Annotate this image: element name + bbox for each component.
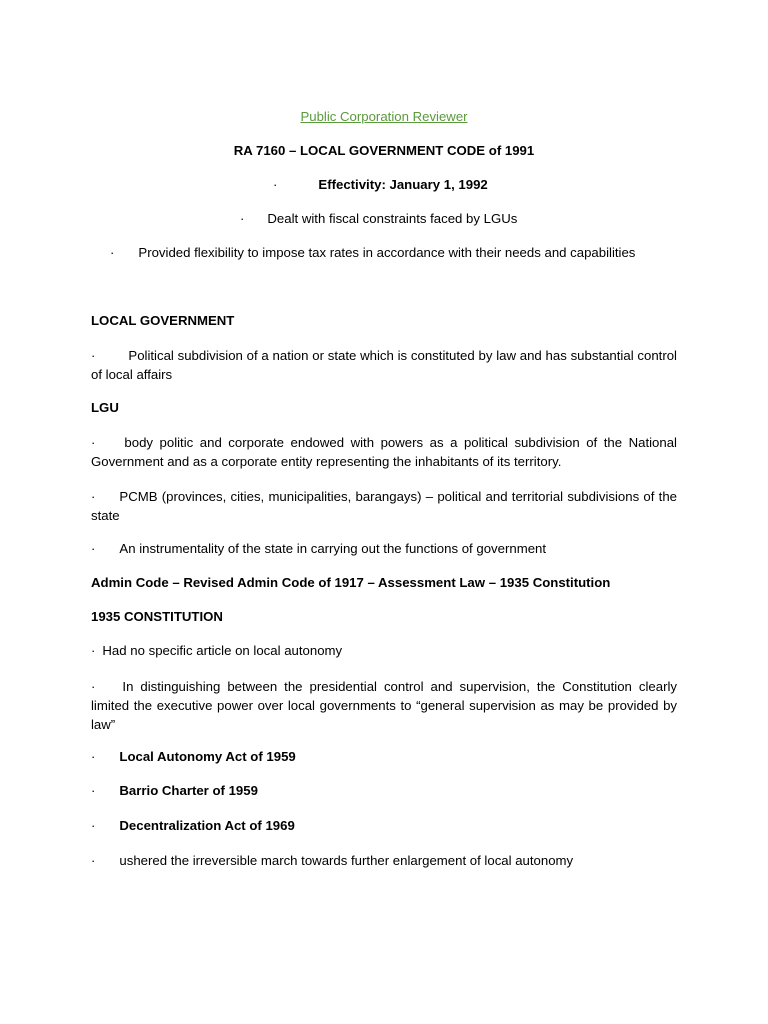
bullet-icon: · — [91, 348, 96, 363]
definition-text: Political subdivision of a nation or state which is constituted by law and has substantial control of local affairs — [91, 348, 677, 382]
bullet-icon: · — [91, 853, 96, 868]
act-item — [91, 817, 295, 835]
intro-bullet-text: Dealt with fiscal constraints faced by LGUs — [267, 211, 518, 226]
bullet-icon: · — [91, 818, 96, 833]
local-government-heading: LOCAL GOVERNMENT — [91, 313, 235, 328]
effectivity-line — [273, 176, 488, 194]
act-item-text: Local Autonomy Act of 1959 — [119, 749, 296, 764]
bullet-icon: · — [91, 541, 96, 556]
lgu-item-text: PCMB (provinces, cities, municipalities, barangays) – political and territorial subdivisions of the state — [91, 489, 677, 523]
bullet-icon: · — [91, 643, 96, 658]
bullet-icon: · — [110, 245, 115, 260]
lgu-item — [91, 487, 677, 525]
intro-bullet — [110, 244, 635, 262]
act-item-text: Decentralization Act of 1969 — [119, 818, 295, 833]
bullet-icon: · — [240, 211, 245, 226]
bullet-icon: · — [91, 489, 96, 504]
lgu-item — [91, 540, 546, 558]
lgu-item-text: body politic and corporate endowed with powers as a political subdivision of the National Government and as a corporate entity representing the inhabitants of its territory. — [91, 435, 677, 469]
constitution-item — [91, 642, 342, 660]
closing-item-text: ushered the irreversible march towards further enlargement of local autonomy — [119, 853, 574, 868]
bullet-icon: · — [91, 749, 96, 764]
act-item — [91, 748, 296, 766]
constitution-item-text: Had no specific article on local autonomy — [102, 643, 343, 658]
constitution-item-text: In distinguishing between the presidential control and supervision, the Constitution clearly limited the executive power over local governments to “general supervision as may be provided by law” — [91, 679, 677, 732]
admin-code-line: Admin Code – Revised Admin Code of 1917 – Assessment Law – 1935 Constitution — [91, 575, 611, 590]
bullet-icon: · — [91, 435, 96, 450]
bullet-icon: · — [91, 783, 96, 798]
intro-bullet-text: Provided flexibility to impose tax rates in accordance with their needs and capabilities — [138, 245, 636, 260]
act-item — [91, 782, 258, 800]
bullet-icon: · — [91, 679, 96, 694]
lgu-item-text: An instrumentality of the state in carrying out the functions of government — [119, 541, 547, 556]
intro-bullet — [240, 210, 517, 228]
local-government-definition — [91, 346, 677, 384]
bullet-icon: · — [273, 177, 278, 192]
effectivity-value: : January 1, 1992 — [381, 177, 488, 192]
lgu-heading: LGU — [91, 400, 119, 415]
document-subtitle: RA 7160 – LOCAL GOVERNMENT CODE of 1991 — [233, 143, 535, 158]
closing-item — [91, 852, 573, 870]
document-title — [0, 108, 768, 126]
lgu-item — [91, 433, 677, 471]
constitution-item — [91, 677, 677, 734]
constitution-heading: 1935 CONSTITUTION — [91, 609, 223, 624]
act-item-text: Barrio Charter of 1959 — [119, 783, 258, 798]
title-text: Public Corporation Reviewer — [300, 109, 468, 124]
effectivity-label: Effectivity — [318, 177, 382, 192]
